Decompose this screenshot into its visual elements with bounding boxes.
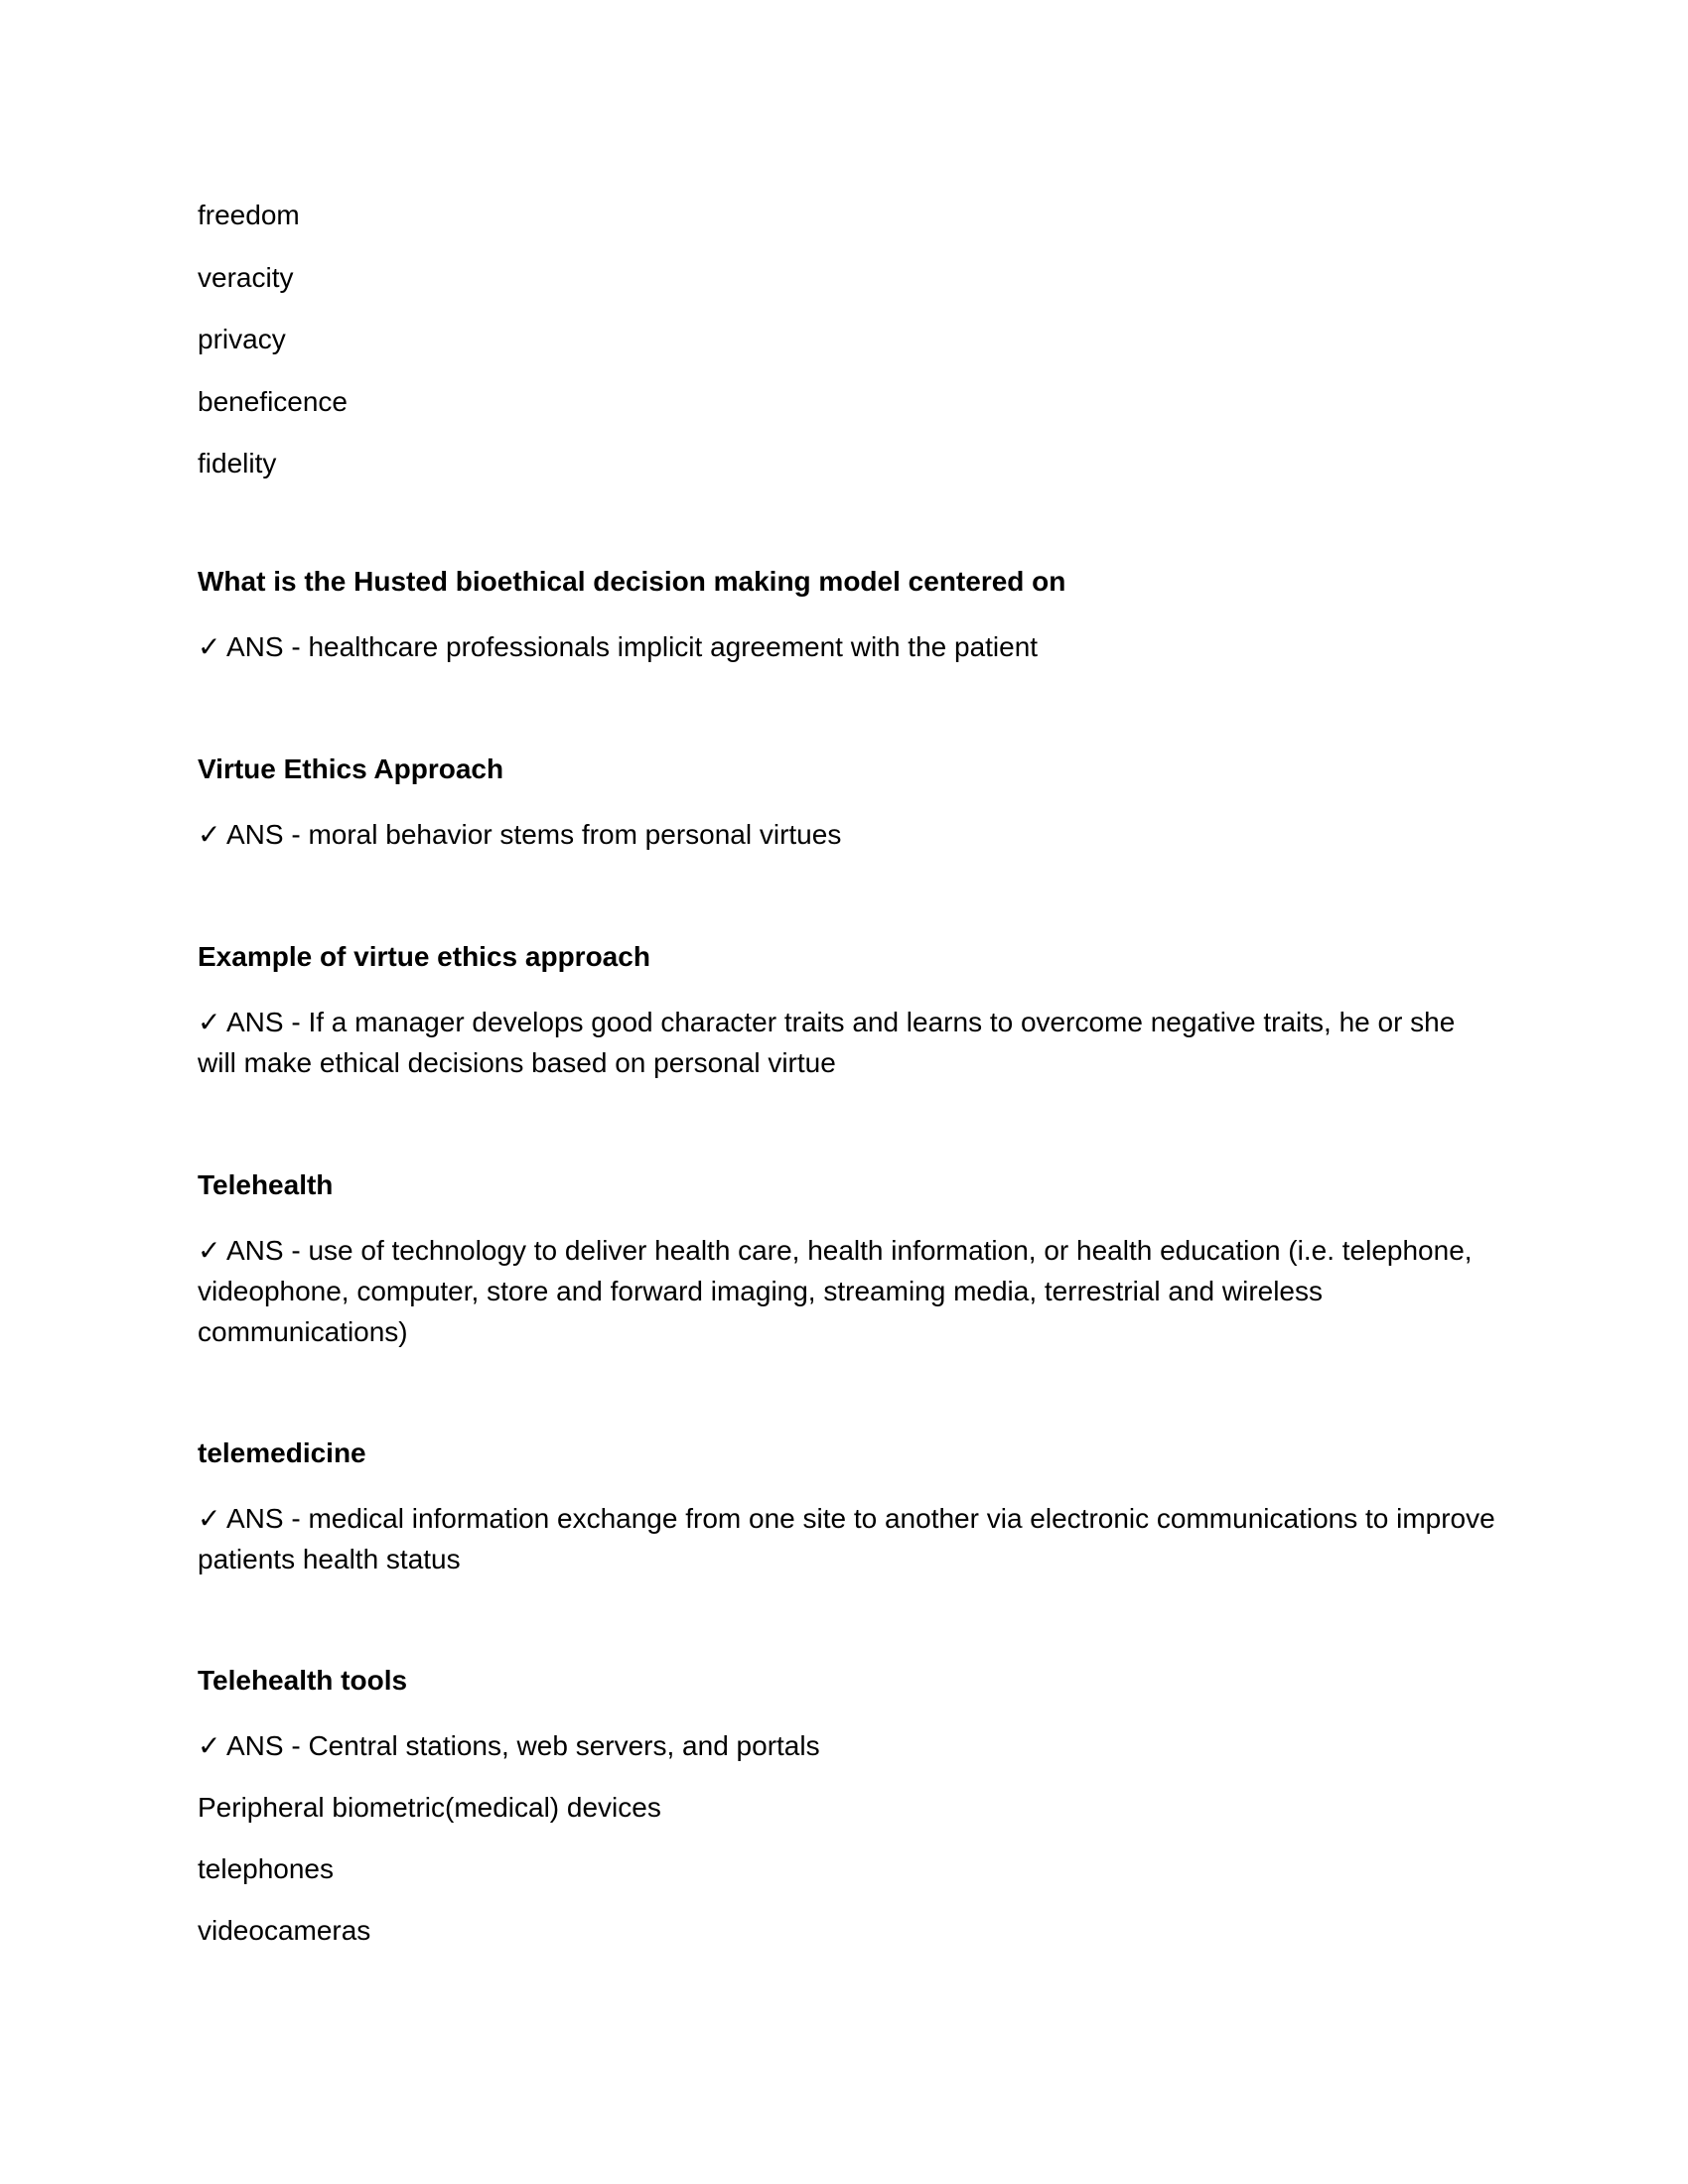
check-icon: ✓ <box>198 1007 221 1037</box>
qa-block <box>198 1164 1498 1352</box>
answer-text <box>198 626 1498 667</box>
list-item: beneficence <box>198 385 349 417</box>
question-heading: Virtue Ethics Approach <box>198 753 504 784</box>
list-item: freedom <box>198 200 300 230</box>
question-heading: Telehealth tools <box>198 1665 408 1696</box>
answer-text <box>198 1002 1498 1083</box>
check-icon: ✓ <box>198 1235 221 1266</box>
answer-text <box>198 1498 1498 1579</box>
answer-body: ANS - moral behavior stems from personal virtues <box>226 819 842 850</box>
question-heading: Telehealth <box>198 1169 334 1200</box>
answer-body: ANS - Central stations, web servers, and portals <box>226 1730 820 1761</box>
question-heading: Example of virtue ethics approach <box>198 941 650 972</box>
answer-body: ANS - medical information exchange from one site to another via electronic communications to improve patients health status <box>198 1503 1495 1574</box>
qa-block <box>198 936 1498 1083</box>
qa-block <box>198 1433 1498 1579</box>
check-icon: ✓ <box>198 819 221 850</box>
intro-list <box>198 195 348 505</box>
answer-text <box>198 814 1498 855</box>
list-item: Peripheral biometric(medical) devices <box>198 1792 661 1823</box>
check-icon: ✓ <box>198 631 221 662</box>
list-item: videocameras <box>198 1915 371 1946</box>
list-item: fidelity <box>198 448 277 478</box>
qa-block <box>198 1660 1498 1951</box>
check-icon: ✓ <box>198 1503 221 1534</box>
question-heading: telemedicine <box>198 1437 366 1468</box>
list-item: telephones <box>198 1853 335 1884</box>
answer-body: ANS - use of technology to deliver health care, health information, or health education (i.e. telephone, videophone, computer, store and forward imaging, streaming media, terrestrial and wireless communications) <box>198 1235 1473 1347</box>
list-item: privacy <box>198 324 286 354</box>
qa-block <box>198 749 1498 855</box>
qa-block <box>198 561 1498 667</box>
answer-body: ANS - healthcare professionals implicit agreement with the patient <box>226 631 1039 662</box>
answer-text <box>198 1230 1498 1352</box>
list-item: veracity <box>198 261 294 293</box>
answer-body: ANS - If a manager develops good character traits and learns to overcome negative traits, he or she will make ethical decisions based on personal virtue <box>198 1007 1456 1078</box>
question-heading: What is the Husted bioethical decision making model centered on <box>198 566 1066 597</box>
answer-text <box>198 1725 1498 1766</box>
check-icon: ✓ <box>198 1730 221 1761</box>
